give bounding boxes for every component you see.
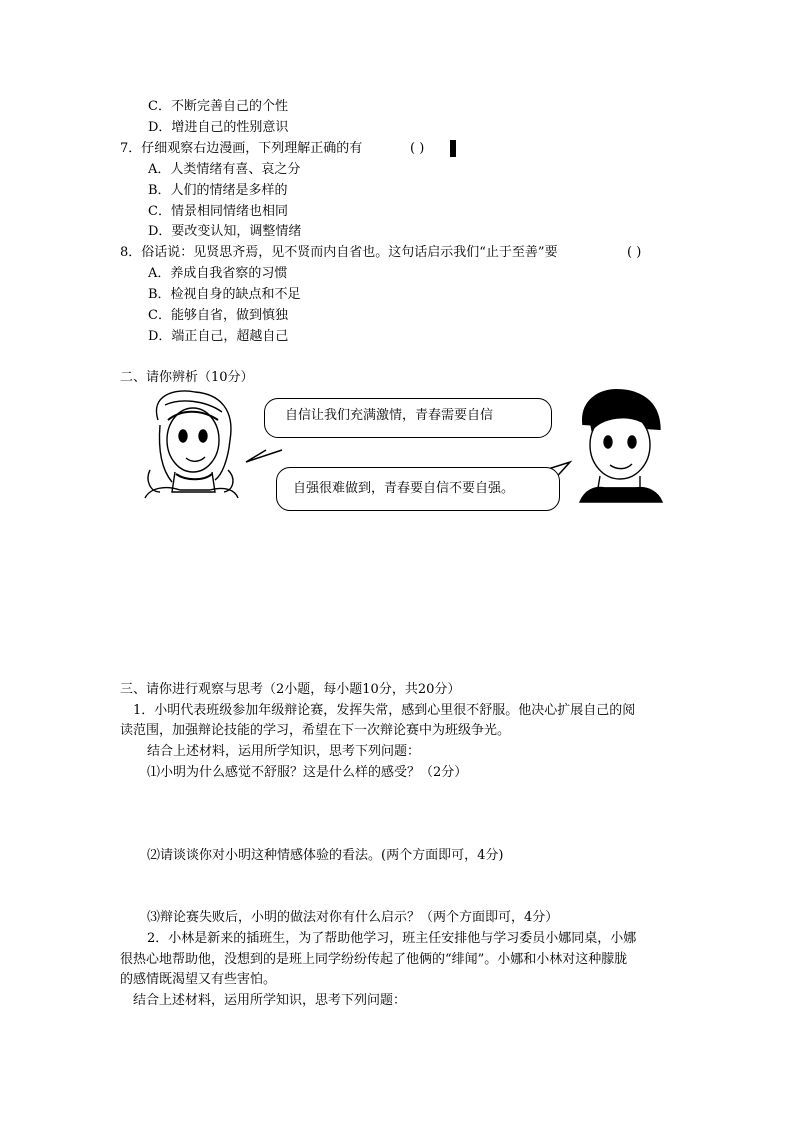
section3-heading: 三、请你进行观察与思考（2小题，每小题10分，共20分） xyxy=(120,682,461,697)
q8-option-d: D．端正自己，超越自己 xyxy=(148,329,289,344)
p1-question2: ⑵请谈谈你对小明这种情感体验的看法。(两个方面即可，4分) xyxy=(147,848,504,863)
q8-option-c: C．能够自省，做到慎独 xyxy=(148,308,288,323)
q6-option-d: D．增进自己的性别意识 xyxy=(148,120,289,135)
q6-option-c: C．不断完善自己的个性 xyxy=(148,99,288,114)
speech-bubble-girl xyxy=(264,398,552,438)
q8-option-b: B．检视自身的缺点和不足 xyxy=(148,287,301,302)
p1-prompt: 结合上述材料，运用所学知识，思考下列问题： xyxy=(147,744,421,759)
q7-stem: 7．仔细观察右边漫画，下列理解正确的有 xyxy=(120,141,363,156)
q8-stem: 8．俗话说：见贤思齐焉，见不贤而内自省也。这句话启示我们“止于至善”要 xyxy=(120,245,558,260)
speech-bubble-boy xyxy=(276,467,560,511)
speech-bubble-boy-text: 自强很难做到，青春要自信不要自强。 xyxy=(293,481,515,496)
p1-line1: 1．小明代表班级参加年级辩论赛，发挥失常，感到心里很不舒服。他决心扩展自己的阅 xyxy=(133,703,636,718)
girl-illustration xyxy=(145,391,238,498)
p1-question1: ⑴小明为什么感觉不舒服？这是什么样的感受？（2分） xyxy=(147,765,468,780)
boy-illustration xyxy=(580,390,662,502)
q7-option-a: A．人类情绪有喜、哀之分 xyxy=(148,162,301,177)
p1-line2: 读范围，加强辩论技能的学习，希望在下一次辩论赛中为班级争光。 xyxy=(120,723,511,738)
p2-prompt: 结合上述材料，运用所学知识，思考下列问题： xyxy=(133,993,407,1008)
speech-bubble-girl-text: 自信让我们充满激情，青春需要自信 xyxy=(285,408,494,423)
bubble-tail-girl xyxy=(246,450,282,462)
q7-option-b: B．人们的情绪是多样的 xyxy=(148,183,288,198)
q7-option-c: C．情景相同情绪也相同 xyxy=(148,204,288,219)
p1-question3: ⑶辩论赛失败后，小明的做法对你有什么启示？（两个方面即可，4分） xyxy=(147,910,559,925)
p2-line2: 很热心地帮助他，没想到的是班上同学纷纷传起了他俩的“绯闻”。小娜和小林对这种朦胧 xyxy=(120,952,628,967)
p2-line1: 2．小林是新来的插班生，为了帮助他学习，班主任安排他与学习委员小娜同桌，小娜 xyxy=(147,931,637,946)
q7-answer-blank: ( ) xyxy=(410,141,425,156)
p2-line3: 的感情既渴望又有些害怕。 xyxy=(120,972,277,987)
q8-option-a: A．养成自我省察的习惯 xyxy=(148,266,288,281)
q8-answer-blank: ( ) xyxy=(627,245,642,260)
q7-option-d: D．要改变认知，调整情绪 xyxy=(148,224,302,239)
section2-heading: 二、请你辨析（10分） xyxy=(120,370,254,385)
